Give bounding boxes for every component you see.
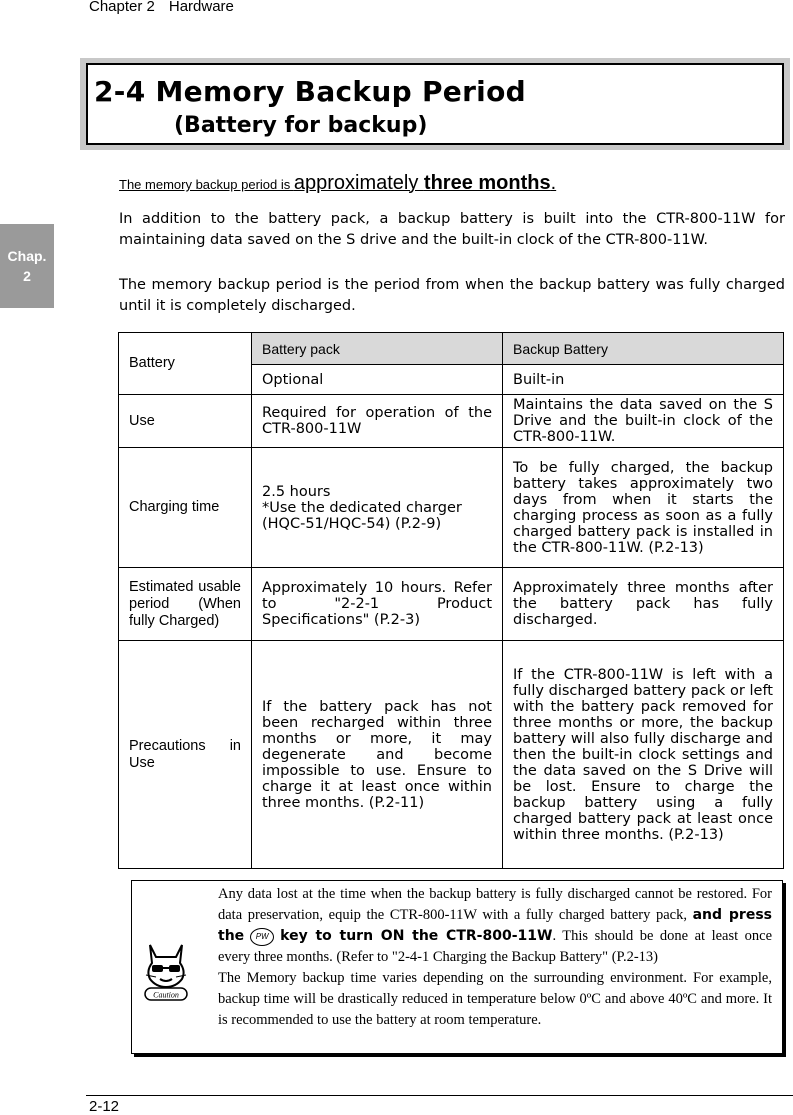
section-title-frame — [86, 63, 784, 145]
table-header-row — [119, 333, 784, 365]
caution-icon-label: Caution — [153, 990, 179, 1000]
pw-key-icon: PW — [250, 928, 274, 946]
cell-battery-pack-precautions: If the battery pack has not been recharged within three months or more, it may degenerate and become impossible to use. Ensure to charge it at least once within three months. (P.2-11) — [252, 641, 503, 869]
caution-note — [131, 880, 783, 1054]
charging-hours: 2.5 hours — [262, 483, 331, 500]
table-row — [119, 568, 784, 641]
lead-approx: approximately — [293, 172, 424, 194]
section-number: 2-4 — [94, 75, 146, 108]
cell-backup-battery-precautions: If the CTR-800-11W is left with a fully discharged battery pack or left with the battery pack removed for three months or more, the backup battery will also fully discharge and then the built-in clock settings and the data saved on the S Drive will be lost. Ensure to charge the backup battery using a fully charged battery pack at least once within three months. (P.2-13) — [503, 641, 784, 869]
cell-battery-pack-type: Optional — [252, 365, 503, 395]
row-label-charging: Charging time — [119, 448, 252, 568]
row-label-precautions: Precautions in Use — [119, 641, 252, 869]
section-title-box — [80, 58, 790, 150]
col-head-backup-battery: Backup Battery — [503, 333, 784, 365]
caution-cat-icon — [142, 937, 190, 1001]
section-title-text: Memory Backup Period — [155, 75, 526, 108]
caution-text-3: The Memory backup time varies depending on the surrounding environment. For example, backup time will be drastically reduced in temperature below 0ºC and above 40ºC and more. It is recommended to use the battery at room temperature. — [218, 970, 772, 1028]
chapter-tab-number: 2 — [23, 268, 31, 284]
chapter-tab-label: Chap. — [7, 248, 47, 264]
table-row — [119, 395, 784, 448]
header-chapter: Chapter 2 — [89, 0, 155, 15]
caution-bold-2: key to turn ON the CTR-800-11W — [280, 928, 553, 944]
caution-text-1: Any data lost at the time when the backup battery is fully discharged cannot be restored. For data preservation, equip the CTR-800-11W with a fully charged battery pack, — [218, 886, 772, 923]
footer-rule — [86, 1095, 793, 1096]
table-row — [119, 448, 784, 568]
cell-backup-battery-type: Built-in — [503, 365, 784, 395]
row-label-usable-period: Estimated usable period (When fully Charged) — [119, 568, 252, 641]
chapter-tab — [0, 224, 54, 308]
caution-text-2: . This should be done at least once every three months. (Refer to "2-4-1 Charging the Backup Battery" (P.2-13) — [218, 928, 773, 965]
cell-battery-pack-charging — [252, 448, 503, 568]
lead-statement — [119, 172, 556, 195]
col-head-battery-pack: Battery pack — [252, 333, 503, 365]
lead-prefix: The memory backup period is — [119, 177, 294, 192]
definition-paragraph: The memory backup period is the period from when the backup battery was fully charged until it is completely discharged. — [119, 277, 785, 314]
cell-battery-pack-use: Required for operation of the CTR-800-11W — [252, 395, 503, 448]
cell-backup-battery-usable: Approximately three months after the battery pack has fully discharged. — [503, 568, 784, 641]
header-section: Hardware — [168, 0, 234, 15]
intro-paragraph: In addition to the battery pack, a backup battery is built into the CTR-800-11W for maintaining data saved on the S drive and the built-in clock of the CTR-800-11W. — [119, 211, 785, 248]
row-label-battery: Battery — [119, 333, 252, 395]
section-title — [94, 75, 526, 108]
lead-value: three months — [423, 172, 551, 194]
section-subtitle: (Battery for backup) — [174, 113, 428, 138]
battery-comparison-table — [118, 332, 784, 869]
page-number: 2-12 — [89, 1098, 120, 1115]
caution-bold-1: and press the — [218, 907, 772, 944]
table-row — [119, 641, 784, 869]
caution-text — [218, 884, 772, 1031]
charging-note: *Use the dedicated charger (HQC-51/HQC-54) (P.2-9) — [262, 499, 462, 532]
cell-backup-battery-use: Maintains the data saved on the S Drive and the built-in clock of the CTR-800-11W. — [503, 395, 784, 448]
row-label-use: Use — [119, 395, 252, 448]
running-header — [89, 0, 248, 15]
cell-backup-battery-charging: To be fully charged, the backup battery takes approximately two days from when it starts the charging process as soon as a fully charged battery pack is installed in the CTR-800-11W. (P.2-13) — [503, 448, 784, 568]
cell-battery-pack-usable: Approximately 10 hours. Refer to "2-2-1 Product Specifications" (P.2-3) — [252, 568, 503, 641]
lead-end: . — [550, 172, 557, 194]
